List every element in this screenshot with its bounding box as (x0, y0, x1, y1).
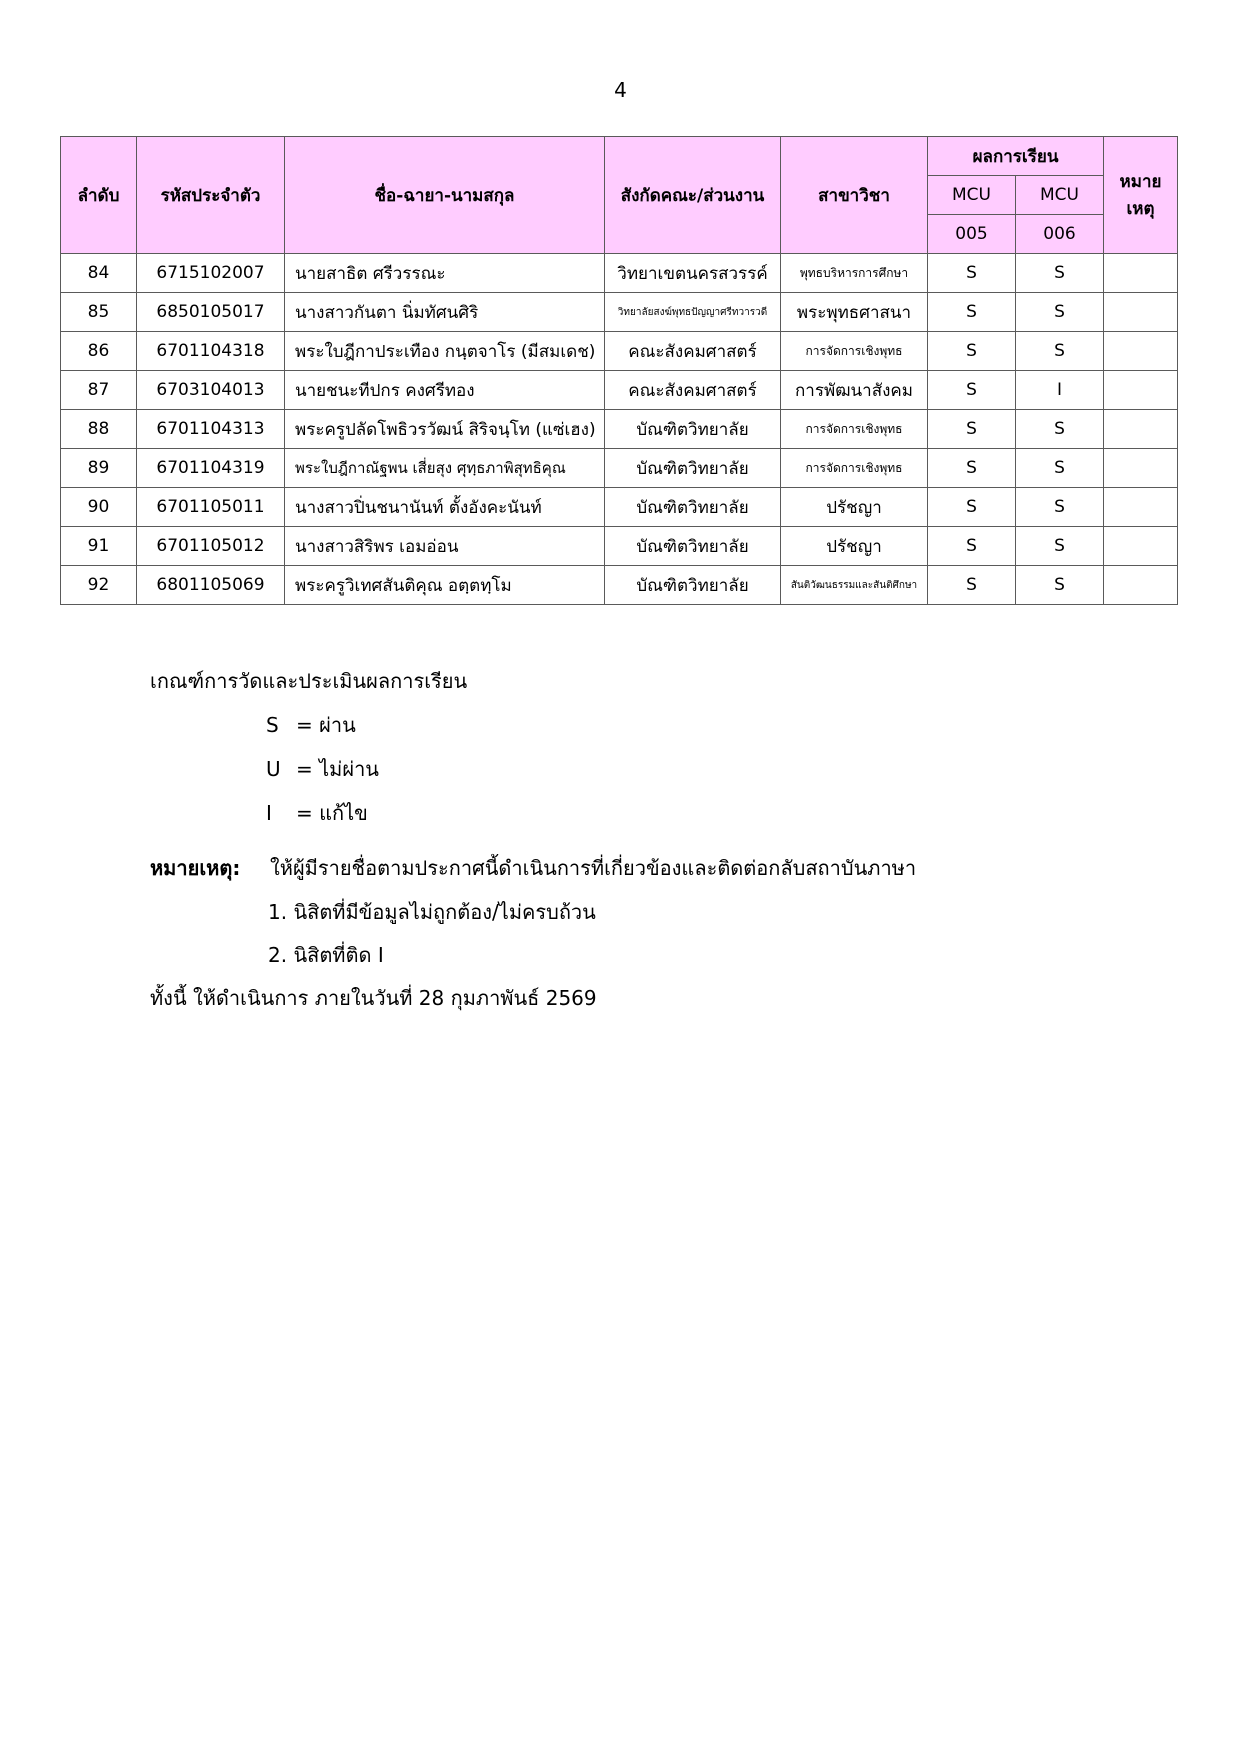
cell-student-id: 6701105012 (137, 527, 285, 566)
cell-faculty: บัณฑิตวิทยาลัย (605, 488, 781, 527)
table-body (61, 254, 1178, 605)
cell-order: 92 (61, 566, 137, 605)
cell-faculty: บัณฑิตวิทยาลัย (605, 449, 781, 488)
cell-remark (1104, 332, 1178, 371)
cell-order: 84 (61, 254, 137, 293)
cell-name: พระครูปลัดโพธิวรวัฒน์ สิริจนฺโท (แซ่เฮง) (285, 410, 605, 449)
cell-mcu006: S (1016, 527, 1104, 566)
legend-code: I (266, 801, 272, 825)
cell-mcu005: S (928, 566, 1016, 605)
cell-major: พุทธบริหารการศึกษา (781, 254, 928, 293)
cell-mcu005: S (928, 488, 1016, 527)
cell-mcu006: S (1016, 566, 1104, 605)
cell-order: 91 (61, 527, 137, 566)
cell-remark (1104, 410, 1178, 449)
cell-mcu005: S (928, 332, 1016, 371)
cell-student-id: 6701104318 (137, 332, 285, 371)
cell-faculty: วิทยาลัยสงฆ์พุทธปัญญาศรีทวารวดี (605, 293, 781, 332)
table-row (61, 410, 1178, 449)
cell-student-id: 6701105011 (137, 488, 285, 527)
cell-faculty: บัณฑิตวิทยาลัย (605, 527, 781, 566)
header-major: สาขาวิชา (781, 137, 928, 254)
cell-mcu005: S (928, 410, 1016, 449)
results-table (60, 136, 1178, 605)
header-remark-line2: เหตุ (1126, 199, 1155, 219)
cell-student-id: 6801105069 (137, 566, 285, 605)
cell-mcu005: S (928, 254, 1016, 293)
cell-faculty: วิทยาเขตนครสวรรค์ (605, 254, 781, 293)
cell-name: นางสาวปิ่นชนานันท์ ตั้งอังคะนันท์ (285, 488, 605, 527)
cell-student-id: 6701104313 (137, 410, 285, 449)
cell-faculty: บัณฑิตวิทยาลัย (605, 566, 781, 605)
cell-remark (1104, 371, 1178, 410)
header-remark (1104, 137, 1178, 254)
cell-faculty: บัณฑิตวิทยาลัย (605, 410, 781, 449)
legend-code: U (266, 757, 281, 781)
cell-major: การจัดการเชิงพุทธ (781, 410, 928, 449)
cell-name: นางสาวกันตา นิ่มทัศนศิริ (285, 293, 605, 332)
cell-student-id: 6703104013 (137, 371, 285, 410)
legend-item-s (266, 709, 356, 741)
cell-mcu005: S (928, 527, 1016, 566)
header-student-id: รหัสประจำตัว (137, 137, 285, 254)
table-row (61, 527, 1178, 566)
cell-remark (1104, 254, 1178, 293)
legend-text: = ผ่าน (296, 713, 356, 737)
table-row (61, 293, 1178, 332)
cell-mcu005: S (928, 449, 1016, 488)
header-course1-code: MCU (928, 176, 1016, 215)
cell-order: 85 (61, 293, 137, 332)
cell-name: นางสาวสิริพร เอมอ่อน (285, 527, 605, 566)
cell-major: ปรัชญา (781, 527, 928, 566)
header-remark-line1: หมาย (1119, 172, 1162, 192)
table-row (61, 449, 1178, 488)
cell-major: พระพุทธศาสนา (781, 293, 928, 332)
cell-remark (1104, 527, 1178, 566)
cell-remark (1104, 488, 1178, 527)
remark-item: 2. นิสิตที่ติด I (268, 943, 384, 967)
cell-mcu006: S (1016, 410, 1104, 449)
cell-faculty: คณะสังคมศาสตร์ (605, 371, 781, 410)
header-result-group: ผลการเรียน (928, 137, 1104, 176)
cell-name: พระครูวิเทศสันติคุณ อตฺตทฺโม (285, 566, 605, 605)
header-course1-num: 005 (928, 215, 1016, 254)
cell-mcu006: S (1016, 332, 1104, 371)
table-row (61, 488, 1178, 527)
cell-name: นายชนะทีปกร คงศรีทอง (285, 371, 605, 410)
cell-student-id: 6850105017 (137, 293, 285, 332)
cell-name: นายสาธิต ศรีวรรณะ (285, 254, 605, 293)
cell-faculty: คณะสังคมศาสตร์ (605, 332, 781, 371)
header-course2-num: 006 (1016, 215, 1104, 254)
remark-item: 1. นิสิตที่มีข้อมูลไม่ถูกต้อง/ไม่ครบถ้วน (268, 900, 596, 924)
table-row (61, 371, 1178, 410)
table-header (61, 137, 1178, 254)
cell-student-id: 6715102007 (137, 254, 285, 293)
cell-major: การจัดการเชิงพุทธ (781, 449, 928, 488)
cell-mcu006: S (1016, 293, 1104, 332)
legend-text: = ไม่ผ่าน (296, 757, 379, 781)
cell-name: พระใบฎีกาณัฐพน เสี่ยสุง ศุทฺธภาพิสุทธิคุณ (285, 449, 605, 488)
cell-major: ปรัชญา (781, 488, 928, 527)
table-row (61, 332, 1178, 371)
legend-code: S (266, 713, 279, 737)
remark-text: ให้ผู้มีรายชื่อตามประกาศนี้ดำเนินการที่เกี่ยวข้องและติดต่อกลับสถาบันภาษา (270, 856, 917, 880)
deadline-text: ทั้งนี้ ให้ดำเนินการ ภายในวันที่ 28 กุมภาพันธ์ 2569 (150, 986, 597, 1010)
remark-label: หมายเหตุ: (150, 856, 241, 880)
legend-text: = แก้ไข (296, 801, 368, 825)
legend-item-u (266, 753, 379, 785)
page-number: 4 (614, 78, 627, 102)
cell-mcu006: S (1016, 449, 1104, 488)
cell-order: 87 (61, 371, 137, 410)
cell-order: 88 (61, 410, 137, 449)
cell-order: 86 (61, 332, 137, 371)
header-order: ลำดับ (61, 137, 137, 254)
cell-mcu005: S (928, 293, 1016, 332)
cell-student-id: 6701104319 (137, 449, 285, 488)
cell-order: 90 (61, 488, 137, 527)
header-name: ชื่อ-ฉายา-นามสกุล (285, 137, 605, 254)
cell-mcu006: S (1016, 254, 1104, 293)
cell-remark (1104, 293, 1178, 332)
table-row (61, 254, 1178, 293)
cell-major: การพัฒนาสังคม (781, 371, 928, 410)
cell-order: 89 (61, 449, 137, 488)
cell-name: พระใบฎีกาประเทือง กนฺตจาโร (มีสมเดช) (285, 332, 605, 371)
cell-major: สันติวัฒนธรรมและสันติศึกษา (781, 566, 928, 605)
cell-major: การจัดการเชิงพุทธ (781, 332, 928, 371)
table-row (61, 566, 1178, 605)
cell-mcu005: S (928, 371, 1016, 410)
cell-remark (1104, 449, 1178, 488)
criteria-title: เกณฑ์การวัดและประเมินผลการเรียน (150, 669, 468, 693)
legend-item-i (266, 797, 368, 829)
header-faculty: สังกัดคณะ/ส่วนงาน (605, 137, 781, 254)
cell-mcu006: I (1016, 371, 1104, 410)
cell-mcu006: S (1016, 488, 1104, 527)
header-course2-code: MCU (1016, 176, 1104, 215)
cell-remark (1104, 566, 1178, 605)
